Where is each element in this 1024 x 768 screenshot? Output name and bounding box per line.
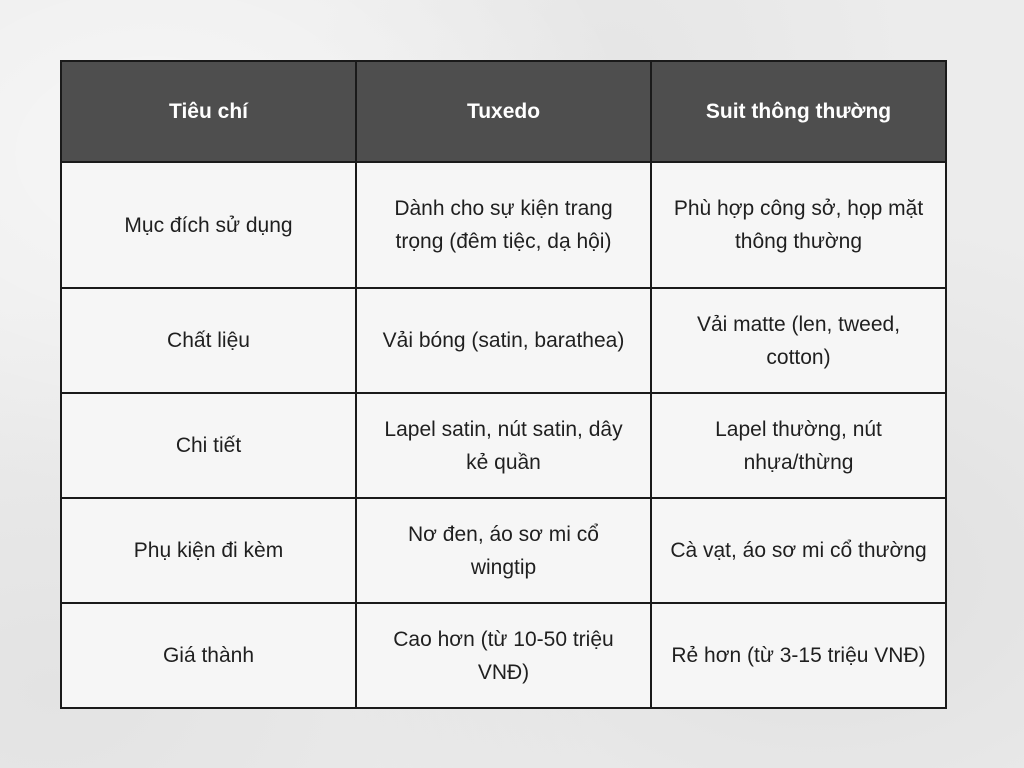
- tuxedo-cell: Lapel satin, nút satin, dây kẻ quần: [356, 393, 651, 498]
- criteria-cell: Mục đích sử dụng: [61, 162, 356, 288]
- tuxedo-cell: Cao hơn (từ 10-50 triệu VNĐ): [356, 603, 651, 708]
- suit-cell: Cà vạt, áo sơ mi cổ thường: [651, 498, 946, 603]
- suit-cell: Lapel thường, nút nhựa/thừng: [651, 393, 946, 498]
- table-body: [61, 162, 946, 708]
- header-criteria: Tiêu chí: [61, 61, 356, 162]
- table-row: [61, 498, 946, 603]
- header-tuxedo: Tuxedo: [356, 61, 651, 162]
- header-row: [61, 61, 946, 162]
- tuxedo-cell: Vải bóng (satin, barathea): [356, 288, 651, 393]
- tuxedo-cell: Dành cho sự kiện trang trọng (đêm tiệc, dạ hội): [356, 162, 651, 288]
- header-suit: Suit thông thường: [651, 61, 946, 162]
- criteria-cell: Chi tiết: [61, 393, 356, 498]
- criteria-cell: Giá thành: [61, 603, 356, 708]
- suit-cell: Vải matte (len, tweed, cotton): [651, 288, 946, 393]
- table-row: [61, 603, 946, 708]
- suit-cell: Phù hợp công sở, họp mặt thông thường: [651, 162, 946, 288]
- criteria-cell: Phụ kiện đi kèm: [61, 498, 356, 603]
- table-header: [61, 61, 946, 162]
- table-row: [61, 162, 946, 288]
- tuxedo-cell: Nơ đen, áo sơ mi cổ wingtip: [356, 498, 651, 603]
- table-row: [61, 393, 946, 498]
- suit-cell: Rẻ hơn (từ 3-15 triệu VNĐ): [651, 603, 946, 708]
- criteria-cell: Chất liệu: [61, 288, 356, 393]
- comparison-table: [60, 60, 947, 709]
- table-row: [61, 288, 946, 393]
